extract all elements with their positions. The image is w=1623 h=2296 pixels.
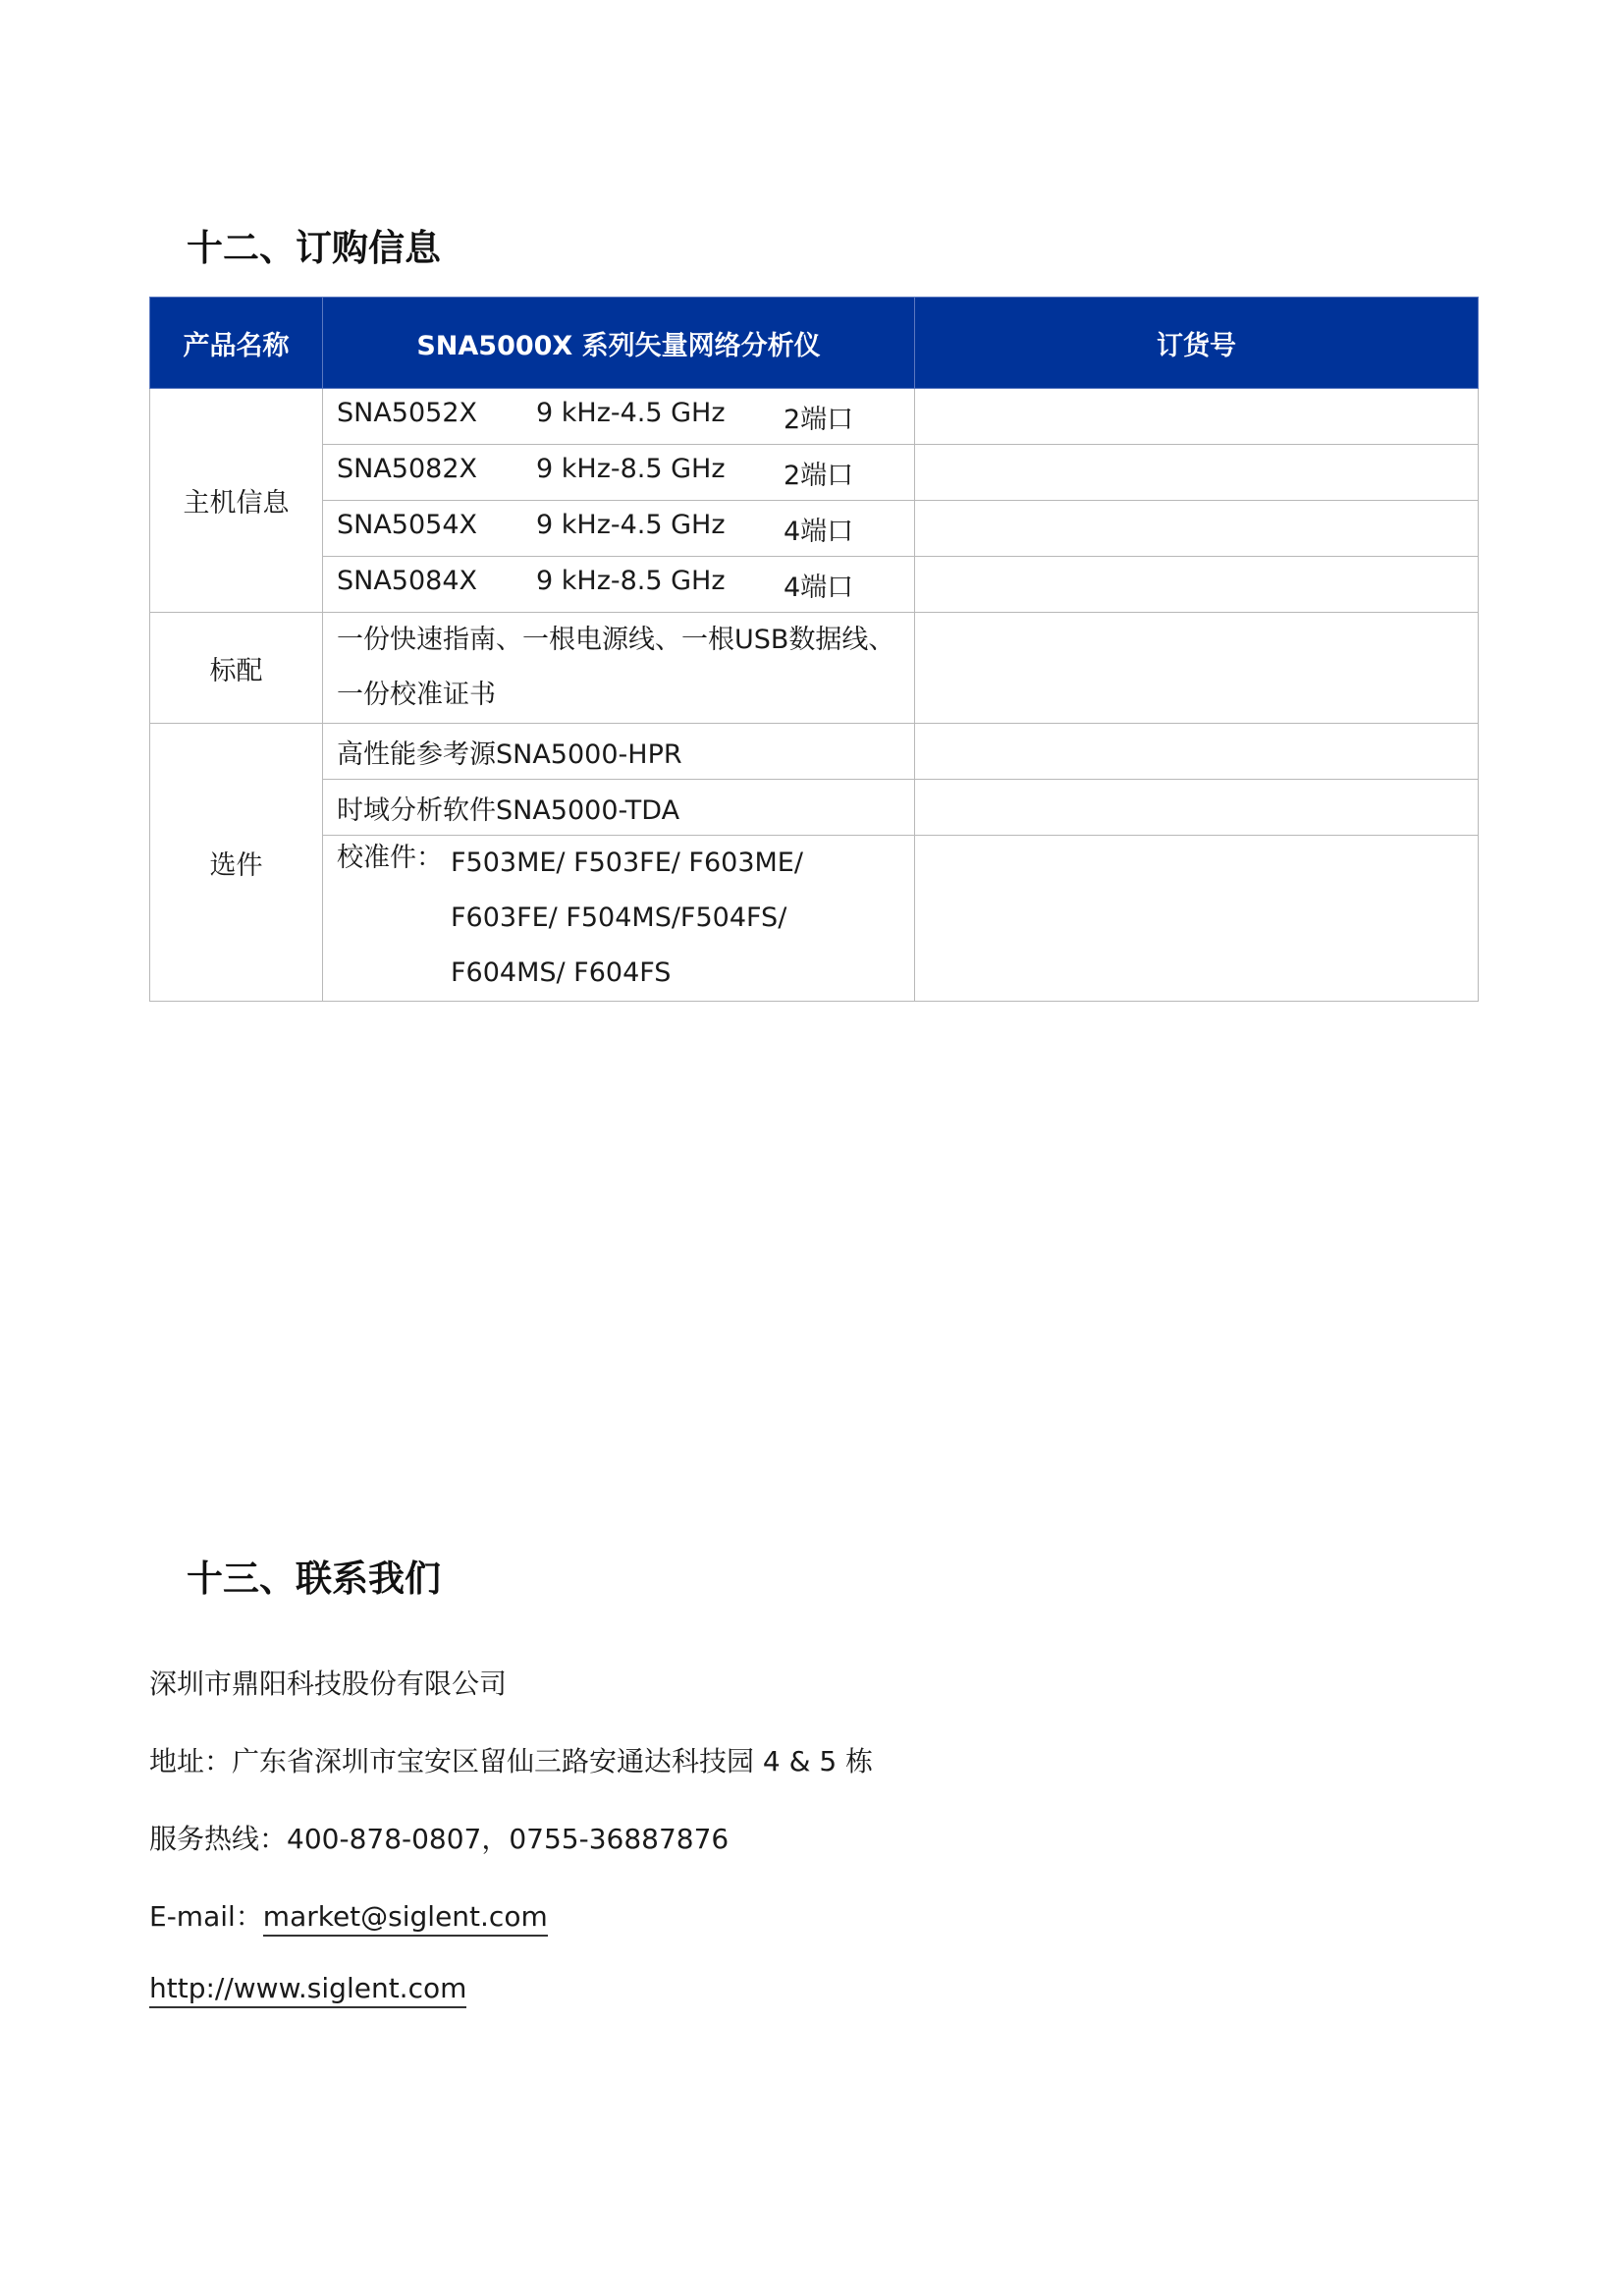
section-12-title: 十二、订购信息 [187,227,441,269]
table-row [150,780,1479,836]
order-number-cell [915,389,1479,445]
email-link[interactable]: market@siglent.com [263,1900,548,1937]
category-options: 选件 [150,724,323,1002]
order-number-cell [915,501,1479,557]
table-row [150,557,1479,613]
order-number-cell [915,445,1479,501]
model-name: SNA5084X [337,565,478,596]
option-desc: 时域分析软件SNA5000-TDA [323,780,915,836]
frequency-range: 9 kHz-4.5 GHz [536,397,726,428]
section-13-title: 十三、联系我们 [187,1558,441,1600]
table-row [150,501,1479,557]
model-name: SNA5054X [337,509,478,540]
model-name: SNA5052X [337,397,478,428]
frequency-range: 9 kHz-8.5 GHz [536,565,726,596]
table-row [150,445,1479,501]
calibration-kits [323,836,915,1002]
order-number-cell [915,724,1479,780]
port-count: 4端口 [784,516,854,547]
calibration-line: F603FE/ F504MS/F504FS/ [451,902,787,933]
email-label: E-mail： [149,1900,263,1933]
address [149,1740,873,1779]
order-number-cell [915,613,1479,724]
service-hotline [149,1818,729,1857]
standard-accessories [323,613,915,724]
frequency-range: 9 kHz-4.5 GHz [536,509,726,540]
port-count: 4端口 [784,572,854,603]
host-row-desc [323,501,915,557]
table-row [150,724,1479,780]
standard-line: 一份校准证书 [337,680,496,710]
calibration-line: F604MS/ F604FS [451,957,672,988]
email [149,1895,548,1935]
order-info-table [149,297,1479,1002]
category-host: 主机信息 [150,389,323,613]
calibration-prefix: 校准件： [337,843,443,873]
host-row-desc [323,445,915,501]
hotline-value: 400-878-0807，0755-36887876 [287,1823,730,1855]
model-name: SNA5082X [337,453,478,484]
standard-line: 一份快速指南、一根电源线、一根USB数据线、 [337,625,895,655]
category-standard: 标配 [150,613,323,724]
calibration-line: F503ME/ F503FE/ F603ME/ [451,847,803,878]
website-link[interactable]: http://www.siglent.com [149,1972,466,2008]
hotline-label: 服务热线： [149,1823,288,1855]
header-order-number: 订货号 [915,298,1479,389]
port-count: 2端口 [784,460,854,491]
frequency-range: 9 kHz-8.5 GHz [536,453,726,484]
option-desc: 高性能参考源SNA5000-HPR [323,724,915,780]
table-row [150,613,1479,724]
company-name: 深圳市鼎阳科技股份有限公司 [149,1667,508,1700]
table-row [150,389,1479,445]
header-product-name: 产品名称 [150,298,323,389]
table-header-row [150,298,1479,389]
table-row [150,836,1479,1002]
address-label: 地址： [149,1745,233,1777]
port-count: 2端口 [784,404,854,435]
order-number-cell [915,557,1479,613]
order-number-cell [915,836,1479,1002]
host-row-desc [323,389,915,445]
order-number-cell [915,780,1479,836]
host-row-desc [323,557,915,613]
header-series: SNA5000X 系列矢量网络分析仪 [323,298,915,389]
address-value: 广东省深圳市宝安区留仙三路安通达科技园 4 & 5 栋 [232,1745,874,1777]
website [149,1972,466,2004]
